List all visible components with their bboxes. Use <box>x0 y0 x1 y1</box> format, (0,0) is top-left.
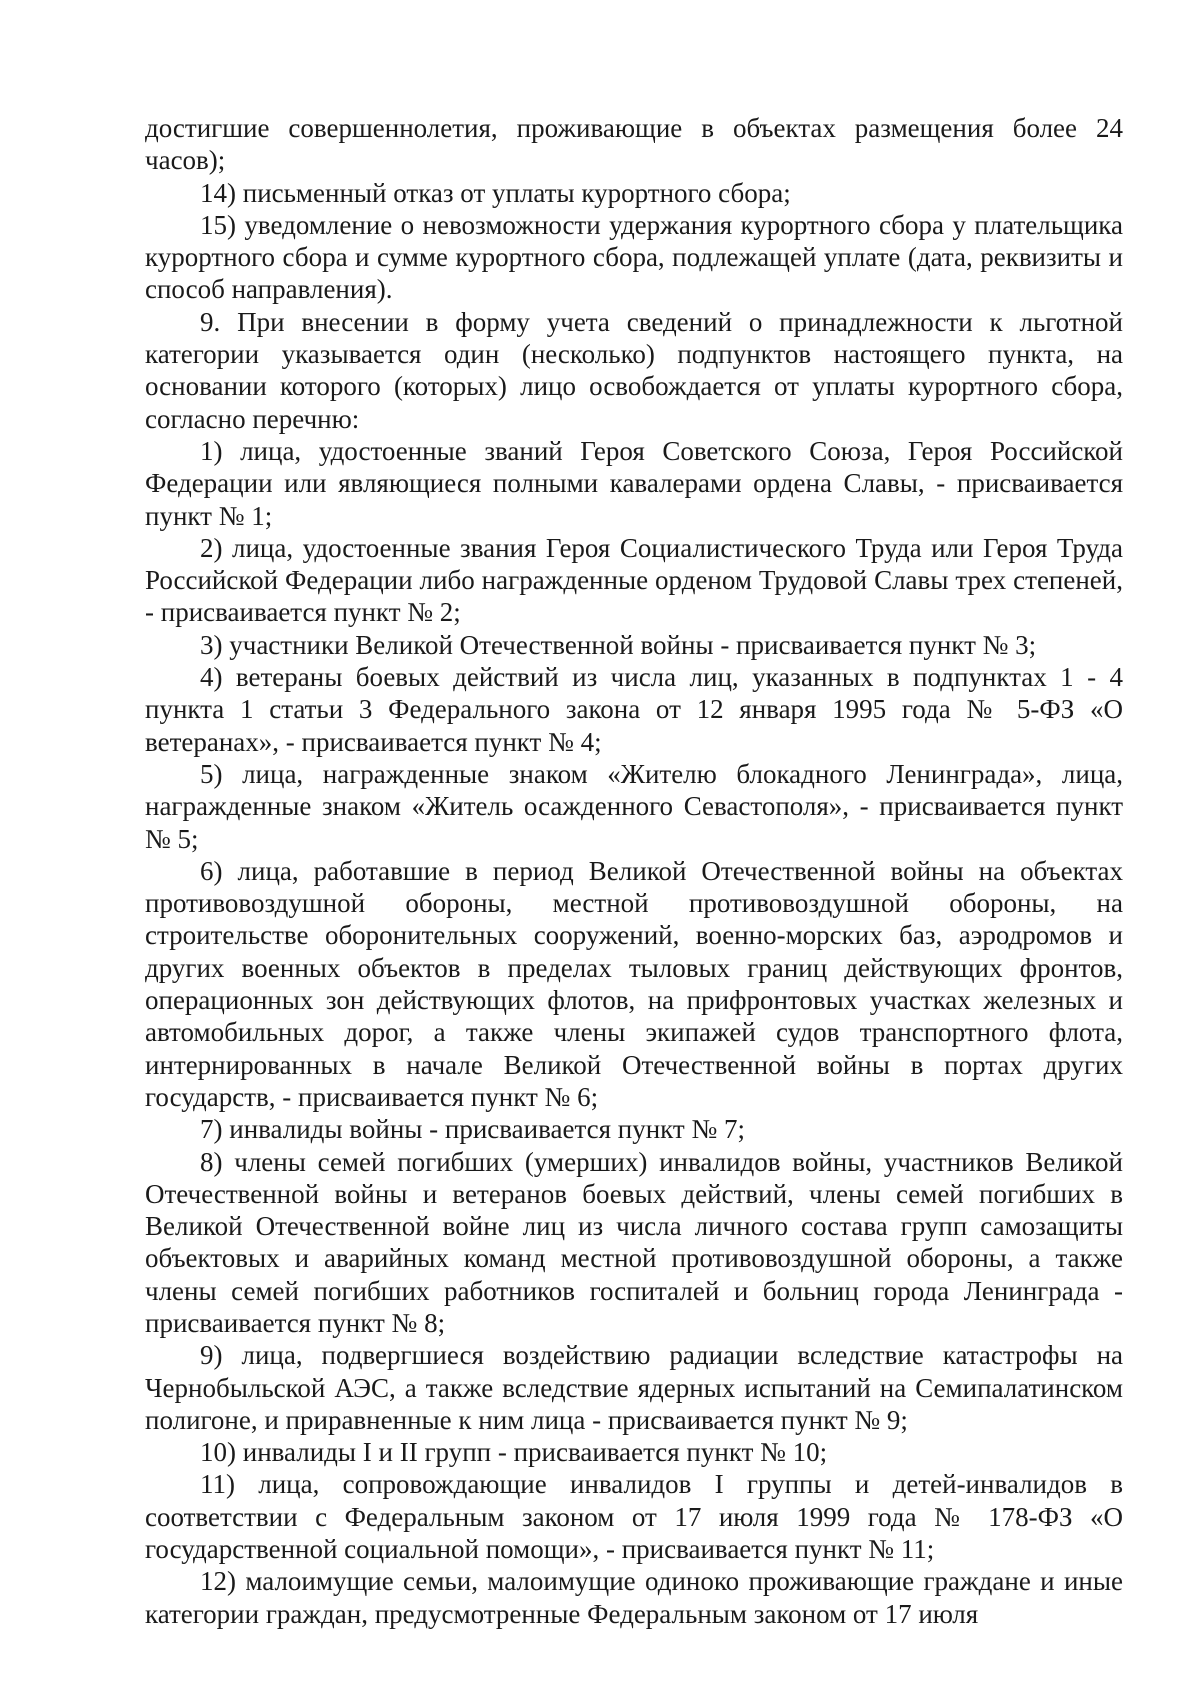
list-item-8: 8) члены семей погибших (умерших) инвалидов войны, участников Великой Отечественной войны и ветеранов боевых действий, члены семей погибших в Великой Отечественной войне лиц из числа личного состава групп самозащиты объектовых и аварийных команд местной противовоздушной обороны, а также члены семей погибших работников госпиталей и больниц города Ленинграда - присваивается пункт № 8; <box>145 1146 1123 1338</box>
paragraph-item-15: 15) уведомление о невозможности удержания курортного сбора у плательщика курортного сбора и сумме курортного сбора, подлежащей уплате (дата, реквизиты и способ направления). <box>145 209 1123 305</box>
list-item-11: 11) лица, сопровождающие инвалидов I группы и детей-инвалидов в соответствии с Федеральным законом от 17 июля 1999 года № 178-ФЗ «О государственной социальной помощи», - присваивается пункт № 11; <box>145 1469 1123 1565</box>
list-item-5: 5) лица, награжденные знаком «Жителю блокадного Ленинграда», лица, награжденные знаком «Житель осажденного Севастополя», - присваивается пункт № 5; <box>145 758 1123 854</box>
list-item-6: 6) лица, работавшие в период Великой Отечественной войны на объектах противовоздушной обороны, местной противовоздушной обороны, на строительстве оборонительных сооружений, военно-морских баз, аэродромов и других военных объектов в пределах тыловых границ действующих фронтов, операционных зон действующих флотов, на прифронтовых участках железных и автомобильных дорог, а также члены экипажей судов транспортного флота, интернированных в начале Великой Отечественной войны в портах других государств, - присваивается пункт № 6; <box>145 855 1123 1112</box>
list-item-9: 9) лица, подвергшиеся воздействию радиации вследствие катастрофы на Чернобыльской АЭС, а также вследствие ядерных испытаний на Семипалатинском полигоне, и приравненные к ним лица - присваивается пункт № 9; <box>145 1340 1123 1435</box>
list-item-1: 1) лица, удостоенные званий Героя Советского Союза, Героя Российской Федерации или являющиеся полными кавалерами ордена Славы, - присваивается пункт № 1; <box>145 435 1123 531</box>
list-item-12: 12) малоимущие семьи, малоимущие одиноко проживающие граждане и иные категории граждан, предусмотренные Федеральным законом от 17 июля <box>145 1566 1123 1629</box>
list-item-7: 7) инвалиды войны - присваивается пункт № 7; <box>200 1114 745 1145</box>
list-item-3: 3) участники Великой Отечественной войны - присваивается пункт № 3; <box>200 629 1037 660</box>
list-item-10: 10) инвалиды I и II групп - присваивается пункт № 10; <box>200 1437 828 1468</box>
paragraph-section-9: 9. При внесении в форму учета сведений о принадлежности к льготной категории указывается один (несколько) подпунктов настоящего пункта, на основании которого (которых) лицо освобождается от уплаты курортного сбора, согласно перечню: <box>145 306 1123 434</box>
paragraph-item-14: 14) письменный отказ от уплаты курортного сбора; <box>200 177 791 208</box>
paragraph-continuation: достигшие совершеннолетия, проживающие в объектах размещения более 24 часов); <box>145 113 1123 176</box>
list-item-4: 4) ветераны боевых действий из числа лиц, указанных в подпунктах 1 - 4 пункта 1 статьи 3 Федерального закона от 12 января 1995 года № 5-ФЗ «О ветеранах», - присваивается пункт № 4; <box>145 662 1123 757</box>
document-body <box>145 112 1123 1630</box>
list-item-2: 2) лица, удостоенные звания Героя Социалистического Труда или Героя Труда Российской Федерации либо награжденные орденом Трудовой Славы трех степеней, - присваивается пункт № 2; <box>145 532 1123 628</box>
